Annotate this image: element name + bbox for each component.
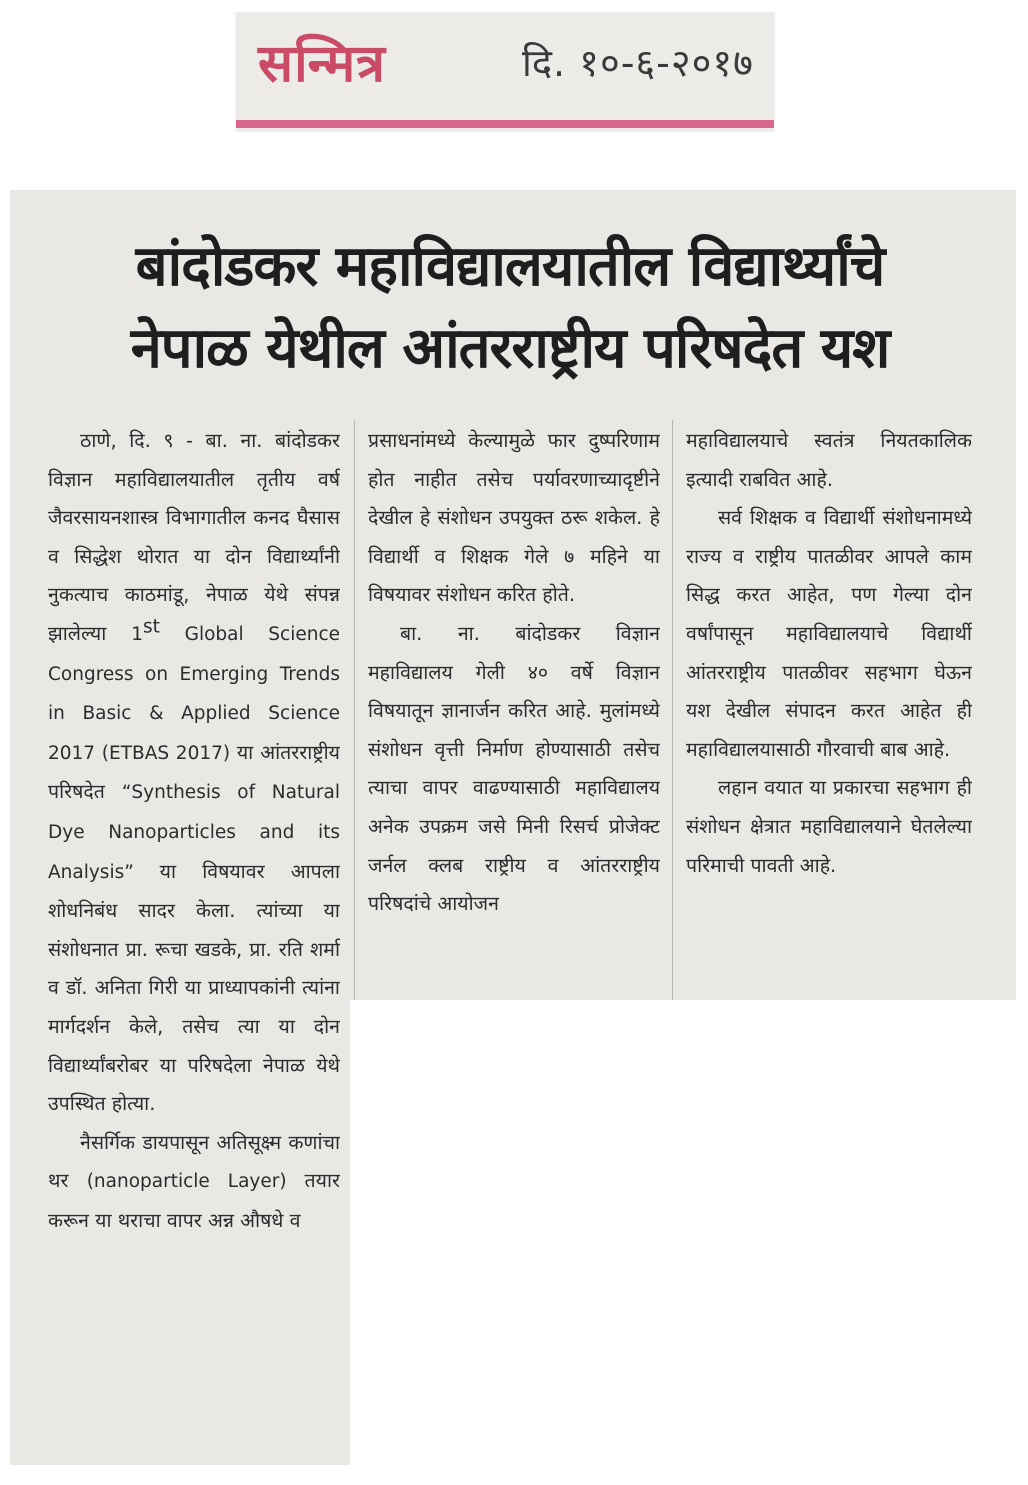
text-run: 1: [131, 623, 144, 645]
text-run: तयार करून या थराचा वापर अन्न औषधे व: [48, 1169, 340, 1232]
paragraph: प्रसाधनांमध्ये केल्यामुळे फार दुष्परिणाम होत नाहीत तसेच पर्यावरणाच्यादृष्टीने देखील हे संशोधन उपयुक्त ठरू शकेल. हे विद्यार्थी व शिक्षक गेले ७ महिने या विषयावर संशोधन करित होते.: [368, 429, 660, 607]
text-run: या विषयावर आपला शोधनिबंध सादर केला. त्यांच्या या संशोधनात प्रा. रूचा खडके, प्रा. रति शर्मा व डॉ. अनिता गिरी या प्राध्यापकांनी त्यांना मार्गदर्शन केले, तसेच त्या या दोन विद्यार्थ्यांबरोबर या परिषदेला नेपाळ येथे उपस्थित होत्या.: [48, 859, 340, 1116]
superscript: st: [143, 616, 160, 638]
article-column-3: [686, 422, 972, 1002]
text-run: “Synthesis of Natural Dye Nanoparticles and its Analysis”: [48, 782, 340, 883]
paragraph: महाविद्यालयाचे स्वतंत्र नियतकालिक इत्यादी राबवित आहे.: [686, 429, 972, 491]
article-headline: [60, 226, 960, 390]
text-run: नैसर्गिक डायपासून अतिसूक्ष्म कणांचा थर: [48, 1130, 340, 1193]
text-run: या आंतरराष्ट्रीय परिषदेत: [48, 740, 340, 804]
article-column-2: [368, 422, 660, 1002]
masthead: [236, 12, 774, 130]
article-column-1: [48, 422, 340, 1467]
newspaper-name: सन्मित्र: [258, 33, 386, 94]
publication-date: दि. १०-६-२०१७: [522, 41, 754, 85]
text-run: ठाणे, दि. ९ - बा. ना. बांदोडकर विज्ञान महाविद्यालयातील तृतीय वर्ष जैवरसायनशास्त्र विभागातील कनद घैसास व सिद्धेश थोरात या दोन विद्यार्थ्यांनी नुकत्याच काठमांडू, नेपाळ येथे संपन्न झालेल्या: [48, 429, 340, 645]
paragraph: सर्व शिक्षक व विद्यार्थी संशोधनामध्ये राज्य व राष्ट्रीय पातळीवर आपले काम सिद्ध करत आहेत, पण गेल्या दोन वर्षांपासून महाविद्यालयाचे विद्यार्थी आंतरराष्ट्रीय पातळीवर सहभाग घेऊन यश देखील संपादन करत आहेत ही महाविद्यालयासाठी गौरवाची बाब आहे.: [686, 506, 972, 761]
column-divider: [354, 420, 355, 1000]
headline-line-1: बांदोडकर महाविद्यालयातील विद्यार्थ्यांचे: [135, 234, 885, 299]
paragraph: बा. ना. बांदोडकर विज्ञान महाविद्यालय गेली ४० वर्षे विज्ञान विषयातून ज्ञानार्जन करित आहे. मुलांमध्ये संशोधन वृत्ती निर्माण होण्यासाठी तसेच त्याचा वापर वाढण्यासाठी महाविद्यालय अनेक उपक्रम जसे मिनी रिसर्च प्रोजेक्ट जर्नल क्लब राष्ट्रीय व आंतरराष्ट्रीय परिषदांचे आयोजन: [368, 621, 660, 916]
clipping-cutout: [350, 1000, 1016, 1465]
text-run: (nanoparticle Layer): [86, 1171, 305, 1193]
headline-line-2: नेपाळ येथील आंतरराष्ट्रीय परिषदेत यश: [130, 316, 890, 381]
column-divider: [672, 420, 673, 1000]
paragraph: [48, 1124, 340, 1241]
masthead-rule: [236, 120, 774, 128]
paragraph: [48, 422, 340, 1124]
paragraph: लहान वयात या प्रकारचा सहभाग ही संशोधन क्षेत्रात महाविद्यालयाने घेतलेल्या परिमाची पावती आहे.: [686, 776, 972, 877]
text-run: Global Science Congress on Emerging Trends in Basic & Applied Science 2017 (ETBAS 2017): [48, 623, 340, 764]
